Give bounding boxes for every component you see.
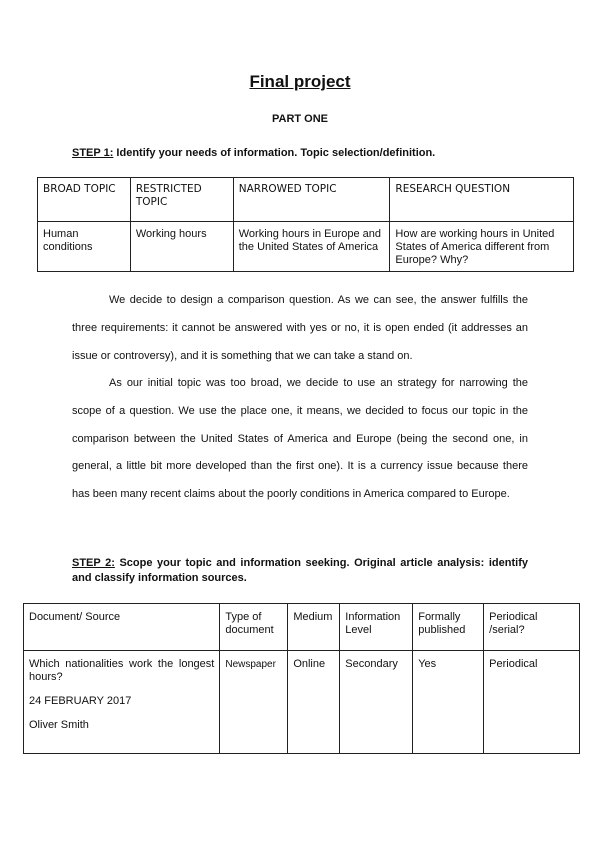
step2-text: Scope your topic and information seeking. Original article analysis: identify and classify information sources. <box>72 557 528 584</box>
topic-table-header-row <box>38 178 574 222</box>
page-title: Final project <box>249 72 351 91</box>
source-table-header-row <box>24 604 580 651</box>
source-date: 24 FEBRUARY 2017 <box>29 695 132 707</box>
cell-research-question: How are working hours in United States of America different from Europe? Why? <box>390 222 574 272</box>
topic-table <box>37 177 574 272</box>
paragraph-1-text: We decide to design a comparison question. As we can see, the answer fulfills the three requirements: it cannot be answered with yes or no, it is open ended (it addresses an issue or controversy), and it is something that we can take a stand on. <box>72 294 528 362</box>
cell-broad-topic: Human conditions <box>38 222 131 272</box>
cell-periodical: Periodical <box>484 651 580 754</box>
header-research-question: RESEARCH QUESTION <box>390 178 574 222</box>
cell-document-source <box>24 651 220 754</box>
step1-text: Identify your needs of information. Topic selection/definition. <box>113 147 436 159</box>
header-medium: Medium <box>288 604 340 651</box>
header-information-level: Information Level <box>340 604 413 651</box>
part-heading: PART ONE <box>271 113 329 125</box>
paragraph-1 <box>72 287 528 370</box>
step2-label: STEP 2: <box>72 557 115 569</box>
step1-heading <box>72 146 532 161</box>
header-document-source: Document/ Source <box>24 604 220 651</box>
header-periodical: Periodical /serial? <box>484 604 580 651</box>
header-type-of-document: Type of document <box>220 604 288 651</box>
cell-formally-published: Yes <box>413 651 484 754</box>
header-restricted-topic: RESTRICTED TOPIC <box>130 178 233 222</box>
source-table <box>23 603 580 754</box>
header-broad-topic: BROAD TOPIC <box>38 178 131 222</box>
source-author: Oliver Smith <box>29 719 89 731</box>
header-formally-published: Formally published <box>413 604 484 651</box>
step1-label: STEP 1: <box>72 147 114 159</box>
source-title: Which nationalities work the longest hours? <box>29 658 215 683</box>
table-row <box>38 222 574 272</box>
paragraph-2 <box>72 370 528 509</box>
header-narrowed-topic: NARROWED TOPIC <box>233 178 390 222</box>
cell-narrowed-topic: Working hours in Europe and the United States of America <box>233 222 390 272</box>
step2-heading <box>72 556 528 586</box>
cell-type-of-document: Newspaper <box>220 651 288 754</box>
paragraph-2-text: As our initial topic was too broad, we decide to use an strategy for narrowing the scope of a question. We use the place one, it means, we decided to focus our topic in the comparison between the United States of America and Europe (being the second one, in general, a little bit more developed than the first one). It is a currency issue because there has been many recent claims about the poorly conditions in America compared to Europe. <box>72 377 528 501</box>
cell-restricted-topic: Working hours <box>130 222 233 272</box>
cell-information-level: Secondary <box>340 651 413 754</box>
table-row <box>24 651 580 754</box>
cell-medium: Online <box>288 651 340 754</box>
